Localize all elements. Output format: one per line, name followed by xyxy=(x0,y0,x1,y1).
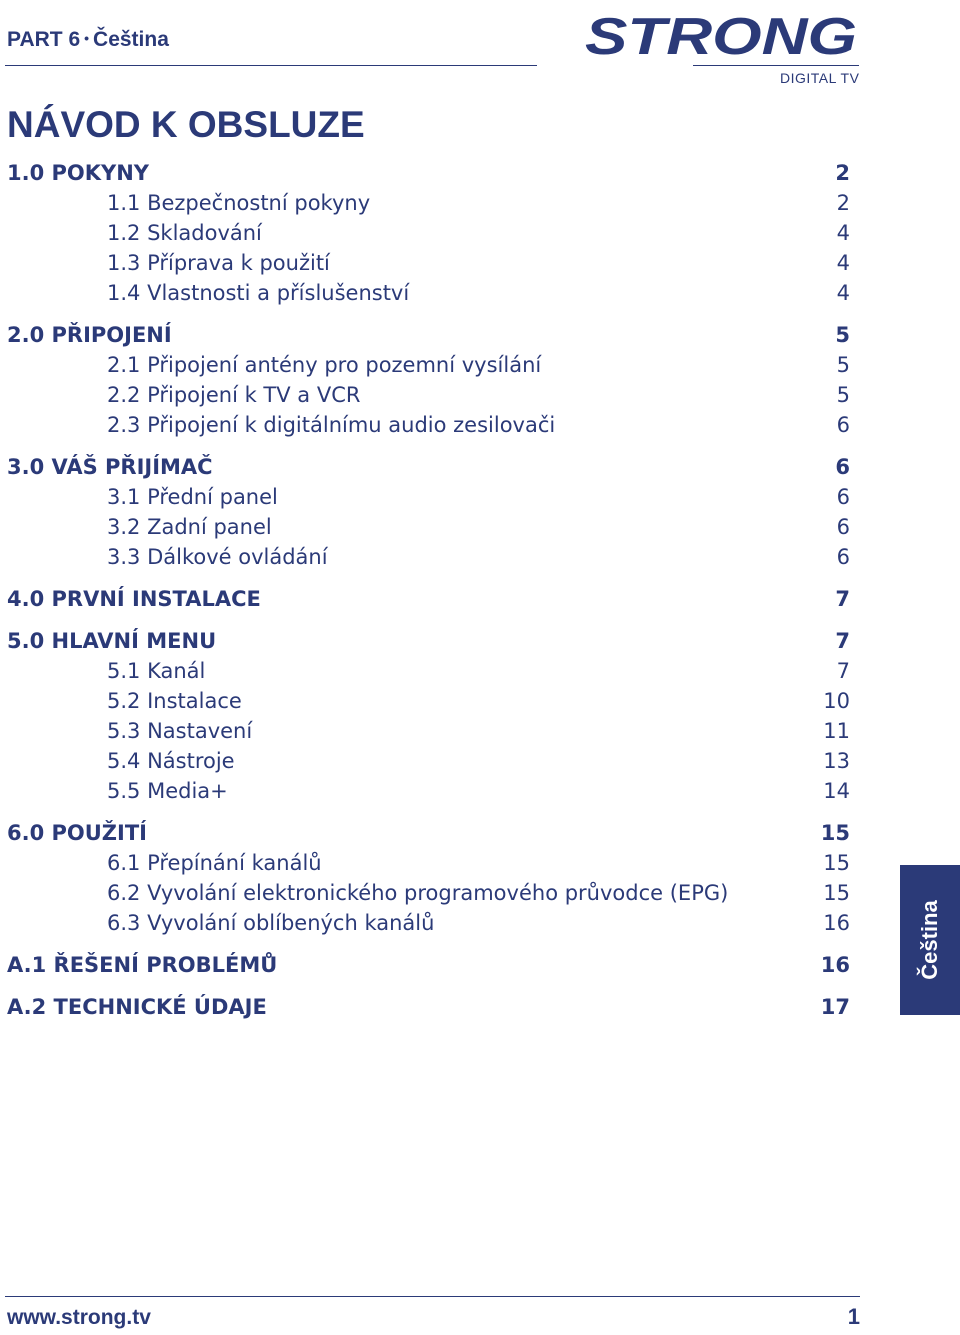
toc-entry-title: 3.2 Zadní panel xyxy=(107,515,272,539)
toc-section-row xyxy=(0,453,860,481)
toc-entry-page: 17 xyxy=(820,995,850,1019)
toc-entry-title: 3.0 VÁŠ PŘIJÍMAČ xyxy=(7,455,213,479)
toc-entry-page: 5 xyxy=(836,383,850,407)
toc-subsection-row xyxy=(0,543,860,571)
toc-section-row xyxy=(0,159,860,187)
toc-subsection-row xyxy=(0,879,860,907)
bullet-icon: • xyxy=(84,30,90,46)
toc-entry-page: 4 xyxy=(836,281,850,305)
toc-entry-title: 5.1 Kanál xyxy=(107,659,206,683)
toc-subsection-row xyxy=(0,381,860,409)
toc-entry-page: 6 xyxy=(836,485,850,509)
toc-subsection-row xyxy=(0,777,860,805)
toc-entry-title: 5.3 Nastavení xyxy=(107,719,253,743)
logo-wordmark: STRONG xyxy=(585,8,857,62)
toc-subsection-row xyxy=(0,189,860,217)
toc-subsection-row xyxy=(0,279,860,307)
toc-entry-title: 2.0 PŘIPOJENÍ xyxy=(7,323,172,347)
toc-subsection-row xyxy=(0,909,860,937)
toc-section-row xyxy=(0,993,860,1021)
toc-subsection-row xyxy=(0,351,860,379)
toc-entry-title: 2.2 Připojení k TV a VCR xyxy=(107,383,361,407)
toc-entry-title: 3.3 Dálkové ovládání xyxy=(107,545,328,569)
language-side-tab xyxy=(900,865,960,1015)
toc-entry-title: 3.1 Přední panel xyxy=(107,485,278,509)
toc-subsection-row xyxy=(0,687,860,715)
footer-website: www.strong.tv xyxy=(7,1306,151,1329)
toc-entry-page: 4 xyxy=(836,251,850,275)
toc-section-row xyxy=(0,585,860,613)
toc-subsection-row xyxy=(0,249,860,277)
toc-section-row xyxy=(0,819,860,847)
toc-entry-title: 6.1 Přepínání kanálů xyxy=(107,851,322,875)
toc-entry-title: 2.3 Připojení k digitálnímu audio zesilovači xyxy=(107,413,556,437)
toc-entry-page: 15 xyxy=(823,851,850,875)
logo-divider xyxy=(693,65,859,66)
toc-subsection-row xyxy=(0,657,860,685)
toc-section-row xyxy=(0,627,860,655)
toc-entry-page: 11 xyxy=(823,719,850,743)
toc-entry-title: 6.0 POUŽITÍ xyxy=(7,821,147,845)
toc-entry-page: 2 xyxy=(835,161,850,185)
toc-entry-title: A.2 TECHNICKÉ ÚDAJE xyxy=(7,995,267,1019)
toc-entry-title: 1.0 POKYNY xyxy=(7,161,150,185)
toc-entry-title: 5.0 HLAVNÍ MENU xyxy=(7,629,217,653)
toc-entry-page: 14 xyxy=(823,779,850,803)
toc-entry-page: 5 xyxy=(835,323,850,347)
toc-entry-title: 1.2 Skladování xyxy=(107,221,262,245)
part-heading xyxy=(7,28,169,52)
toc-entry-page: 10 xyxy=(823,689,850,713)
logo-subtitle: DIGITAL TV xyxy=(780,70,860,86)
toc-subsection-row xyxy=(0,747,860,775)
footer-page-number: 1 xyxy=(847,1304,860,1329)
toc-entry-page: 15 xyxy=(823,881,850,905)
toc-entry-title: 1.4 Vlastnosti a příslušenství xyxy=(107,281,410,305)
toc-entry-page: 15 xyxy=(820,821,850,845)
toc-entry-page: 6 xyxy=(836,413,850,437)
toc-entry-title: 5.2 Instalace xyxy=(107,689,242,713)
toc-entry-title: 4.0 PRVNÍ INSTALACE xyxy=(7,587,261,611)
toc-entry-title: 1.3 Příprava k použití xyxy=(107,251,330,275)
toc-entry-title: 5.4 Nástroje xyxy=(107,749,235,773)
toc-entry-page: 4 xyxy=(836,221,850,245)
toc-entry-page: 6 xyxy=(836,515,850,539)
footer-divider xyxy=(5,1296,860,1297)
toc-entry-page: 2 xyxy=(836,191,850,215)
side-tab-label: Čeština xyxy=(917,900,942,980)
toc-subsection-row xyxy=(0,219,860,247)
toc-entry-page: 6 xyxy=(835,455,850,479)
toc-entry-page: 5 xyxy=(836,353,850,377)
language-label: Čeština xyxy=(93,28,169,51)
toc-entry-page: 16 xyxy=(820,953,850,977)
toc-subsection-row xyxy=(0,513,860,541)
toc-entry-title: A.1 ŘEŠENÍ PROBLÉMŮ xyxy=(7,953,278,977)
strong-logo xyxy=(585,8,860,62)
toc-subsection-row xyxy=(0,717,860,745)
toc-section-row xyxy=(0,951,860,979)
toc-entry-page: 7 xyxy=(835,587,850,611)
header-divider xyxy=(5,65,537,66)
toc-entry-title: 5.5 Media+ xyxy=(107,779,228,803)
toc-entry-page: 13 xyxy=(823,749,850,773)
toc-entry-title: 2.1 Připojení antény pro pozemní vysílání xyxy=(107,353,542,377)
toc-subsection-row xyxy=(0,411,860,439)
toc-entry-title: 1.1 Bezpečnostní pokyny xyxy=(107,191,371,215)
toc-subsection-row xyxy=(0,849,860,877)
toc-entry-page: 16 xyxy=(823,911,850,935)
toc-section-row xyxy=(0,321,860,349)
toc-entry-title: 6.3 Vyvolání oblíbených kanálů xyxy=(107,911,435,935)
toc-subsection-row xyxy=(0,483,860,511)
page-title: NÁVOD K OBSLUZE xyxy=(7,104,365,145)
toc-entry-page: 7 xyxy=(835,629,850,653)
part-label: PART 6 xyxy=(7,28,81,51)
toc-entry-page: 6 xyxy=(836,545,850,569)
toc-entry-page: 7 xyxy=(836,659,850,683)
toc-entry-title: 6.2 Vyvolání elektronického programového průvodce (EPG) xyxy=(107,881,729,905)
